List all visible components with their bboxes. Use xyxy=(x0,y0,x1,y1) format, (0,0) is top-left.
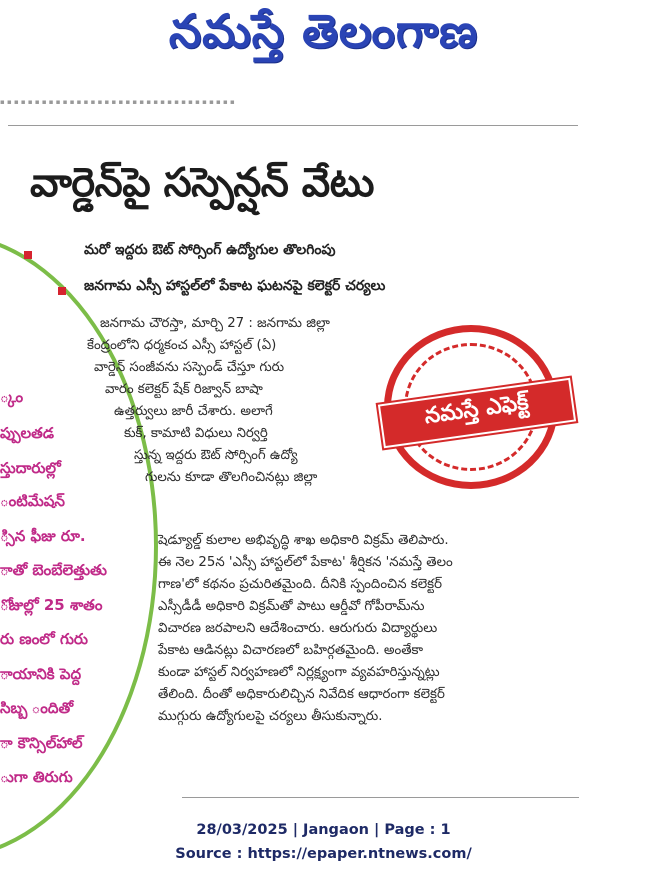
sidebar-line: ్సిన ఫీజు రూ. xyxy=(0,527,86,545)
bullet-icon xyxy=(58,287,66,295)
sidebar-line: రు ణంలో గురు xyxy=(0,630,88,648)
sidebar-line: ా కౌన్సిల్‌హాల్ xyxy=(0,734,83,752)
body-line: కేంద్రంలోని ధర్మకంచ ఎస్సీ హాస్టల్ (ఏ) xyxy=(87,338,277,353)
sidebar-line: స్తుదారుల్లో xyxy=(0,459,61,477)
body-line: జనగామ చౌరస్తా, మార్చి 27 : జనగామ జిల్లా xyxy=(100,316,330,331)
bullet-icon xyxy=(24,251,32,259)
body-line: ముగ్గురు ఉద్యోగులపై చర్యలు తీసుకున్నారు. xyxy=(158,709,383,724)
masthead xyxy=(0,0,647,78)
body-line: ఈ నెల 25న 'ఎస్సీ హాస్టల్‌లో పేకాట' శీర్షికన 'నమస్తే తెలం xyxy=(158,555,453,570)
body-line: పేకాట ఆడినట్లు విచారణలో బహిర్గతమైంది. అంతేకా xyxy=(158,643,424,658)
body-line: గాణ'లో కథనం ప్రచురితమైంది. దీనికి స్పందించిన కలెక్టర్ xyxy=(158,577,442,592)
body-line: తేలింది. దీంతో అధికారులిచ్చిన నివేదిక ఆధారంగా కలెక్టర్ xyxy=(158,687,445,702)
sidebar-line: ంటిమేషన్ xyxy=(0,492,65,510)
sidebar-line: సిబ్బ ందితో xyxy=(0,699,74,717)
body-line: కుక్, కామాటి విధులు నిర్వర్తి xyxy=(124,426,268,441)
body-line: కుండా హాస్టల్ నిర్వహణలో నిర్లక్ష్యంగా వ్యవహరిస్తున్నట్లు xyxy=(158,665,440,680)
sidebar-line: ప్పులతడ xyxy=(0,424,54,442)
sidebar-line: ాతో బెంబేలెత్తుతు xyxy=(0,561,107,579)
body-line: గులను కూడా తొలగించినట్లు జిల్లా xyxy=(145,470,318,485)
sidebar-line: ోజుల్లో 25 శాతం xyxy=(0,596,103,614)
top-divider xyxy=(8,125,578,126)
subheading: మరో ఇద్దరు ఔట్ సోర్సింగ్ ఉద్యోగుల తొలగింపు xyxy=(84,242,336,258)
sidebar-line: ాయానికి పెద్ద xyxy=(0,665,82,683)
body-line: ఎస్సీడీడీ అధికారి విక్రమ్‌తో పాటు ఆర్డీవో గోపీరామ్‌ను xyxy=(158,599,425,614)
body-line: స్తున్న ఇద్దరు ఔట్ సోర్సింగ్ ఉద్యో xyxy=(134,448,298,463)
newspaper-logo: నమస్తే తెలంగాణ xyxy=(168,4,479,58)
article-headline: వార్డెన్‌పై సస్పెన్షన్ వేటు xyxy=(30,160,374,206)
body-line: వార్డెన్ సంజీవను సస్పెండ్ చేస్తూ గురు xyxy=(94,360,285,375)
sidebar-line: ్కం xyxy=(0,388,24,406)
sidebar-line: ుగా తిరుగు xyxy=(0,768,73,786)
footer-dateline: 28/03/2025 | Jangaon | Page : 1 xyxy=(196,822,451,838)
body-line: ఉత్తర్వులు జారీ చేశారు. అలాగే xyxy=(114,404,273,419)
namaste-effect-stamp xyxy=(384,325,574,497)
decorative-top-strip: ▪ ▪ ▪ ▪ ▪ ▪ ▪ ▪ ▪ ▪ ▪ ▪ ▪ ▪ ▪ ▪ ▪ ▪ ▪ ▪ ▪ ▪ ▪ ▪ ▪ ▪ ▪ ▪ ▪ ▪ ▪ ▪ ▪ ▪ xyxy=(0,98,235,106)
stamp-label: నమస్తే ఎఫెక్ట్ xyxy=(422,389,531,430)
footer-source: Source : https://epaper.ntnews.com/ xyxy=(175,846,472,862)
subheading: జనగామ ఎస్సీ హాస్టల్‌లో పేకాట ఘటనపై కలెక్టర్ చర్యలు xyxy=(84,278,386,294)
body-line: వారం కలెక్టర్ షేక్ రిజ్వాన్ బాషా xyxy=(105,382,263,397)
bottom-divider xyxy=(182,797,579,798)
body-line: షెడ్యూల్డ్ కులాల అభివృద్ధి శాఖ అధికారి విక్రమ్ తెలిపారు. xyxy=(158,533,449,548)
body-line: విచారణ జరపాలని ఆదేశించారు. ఆరుగురు విద్యార్థులు xyxy=(158,621,438,636)
